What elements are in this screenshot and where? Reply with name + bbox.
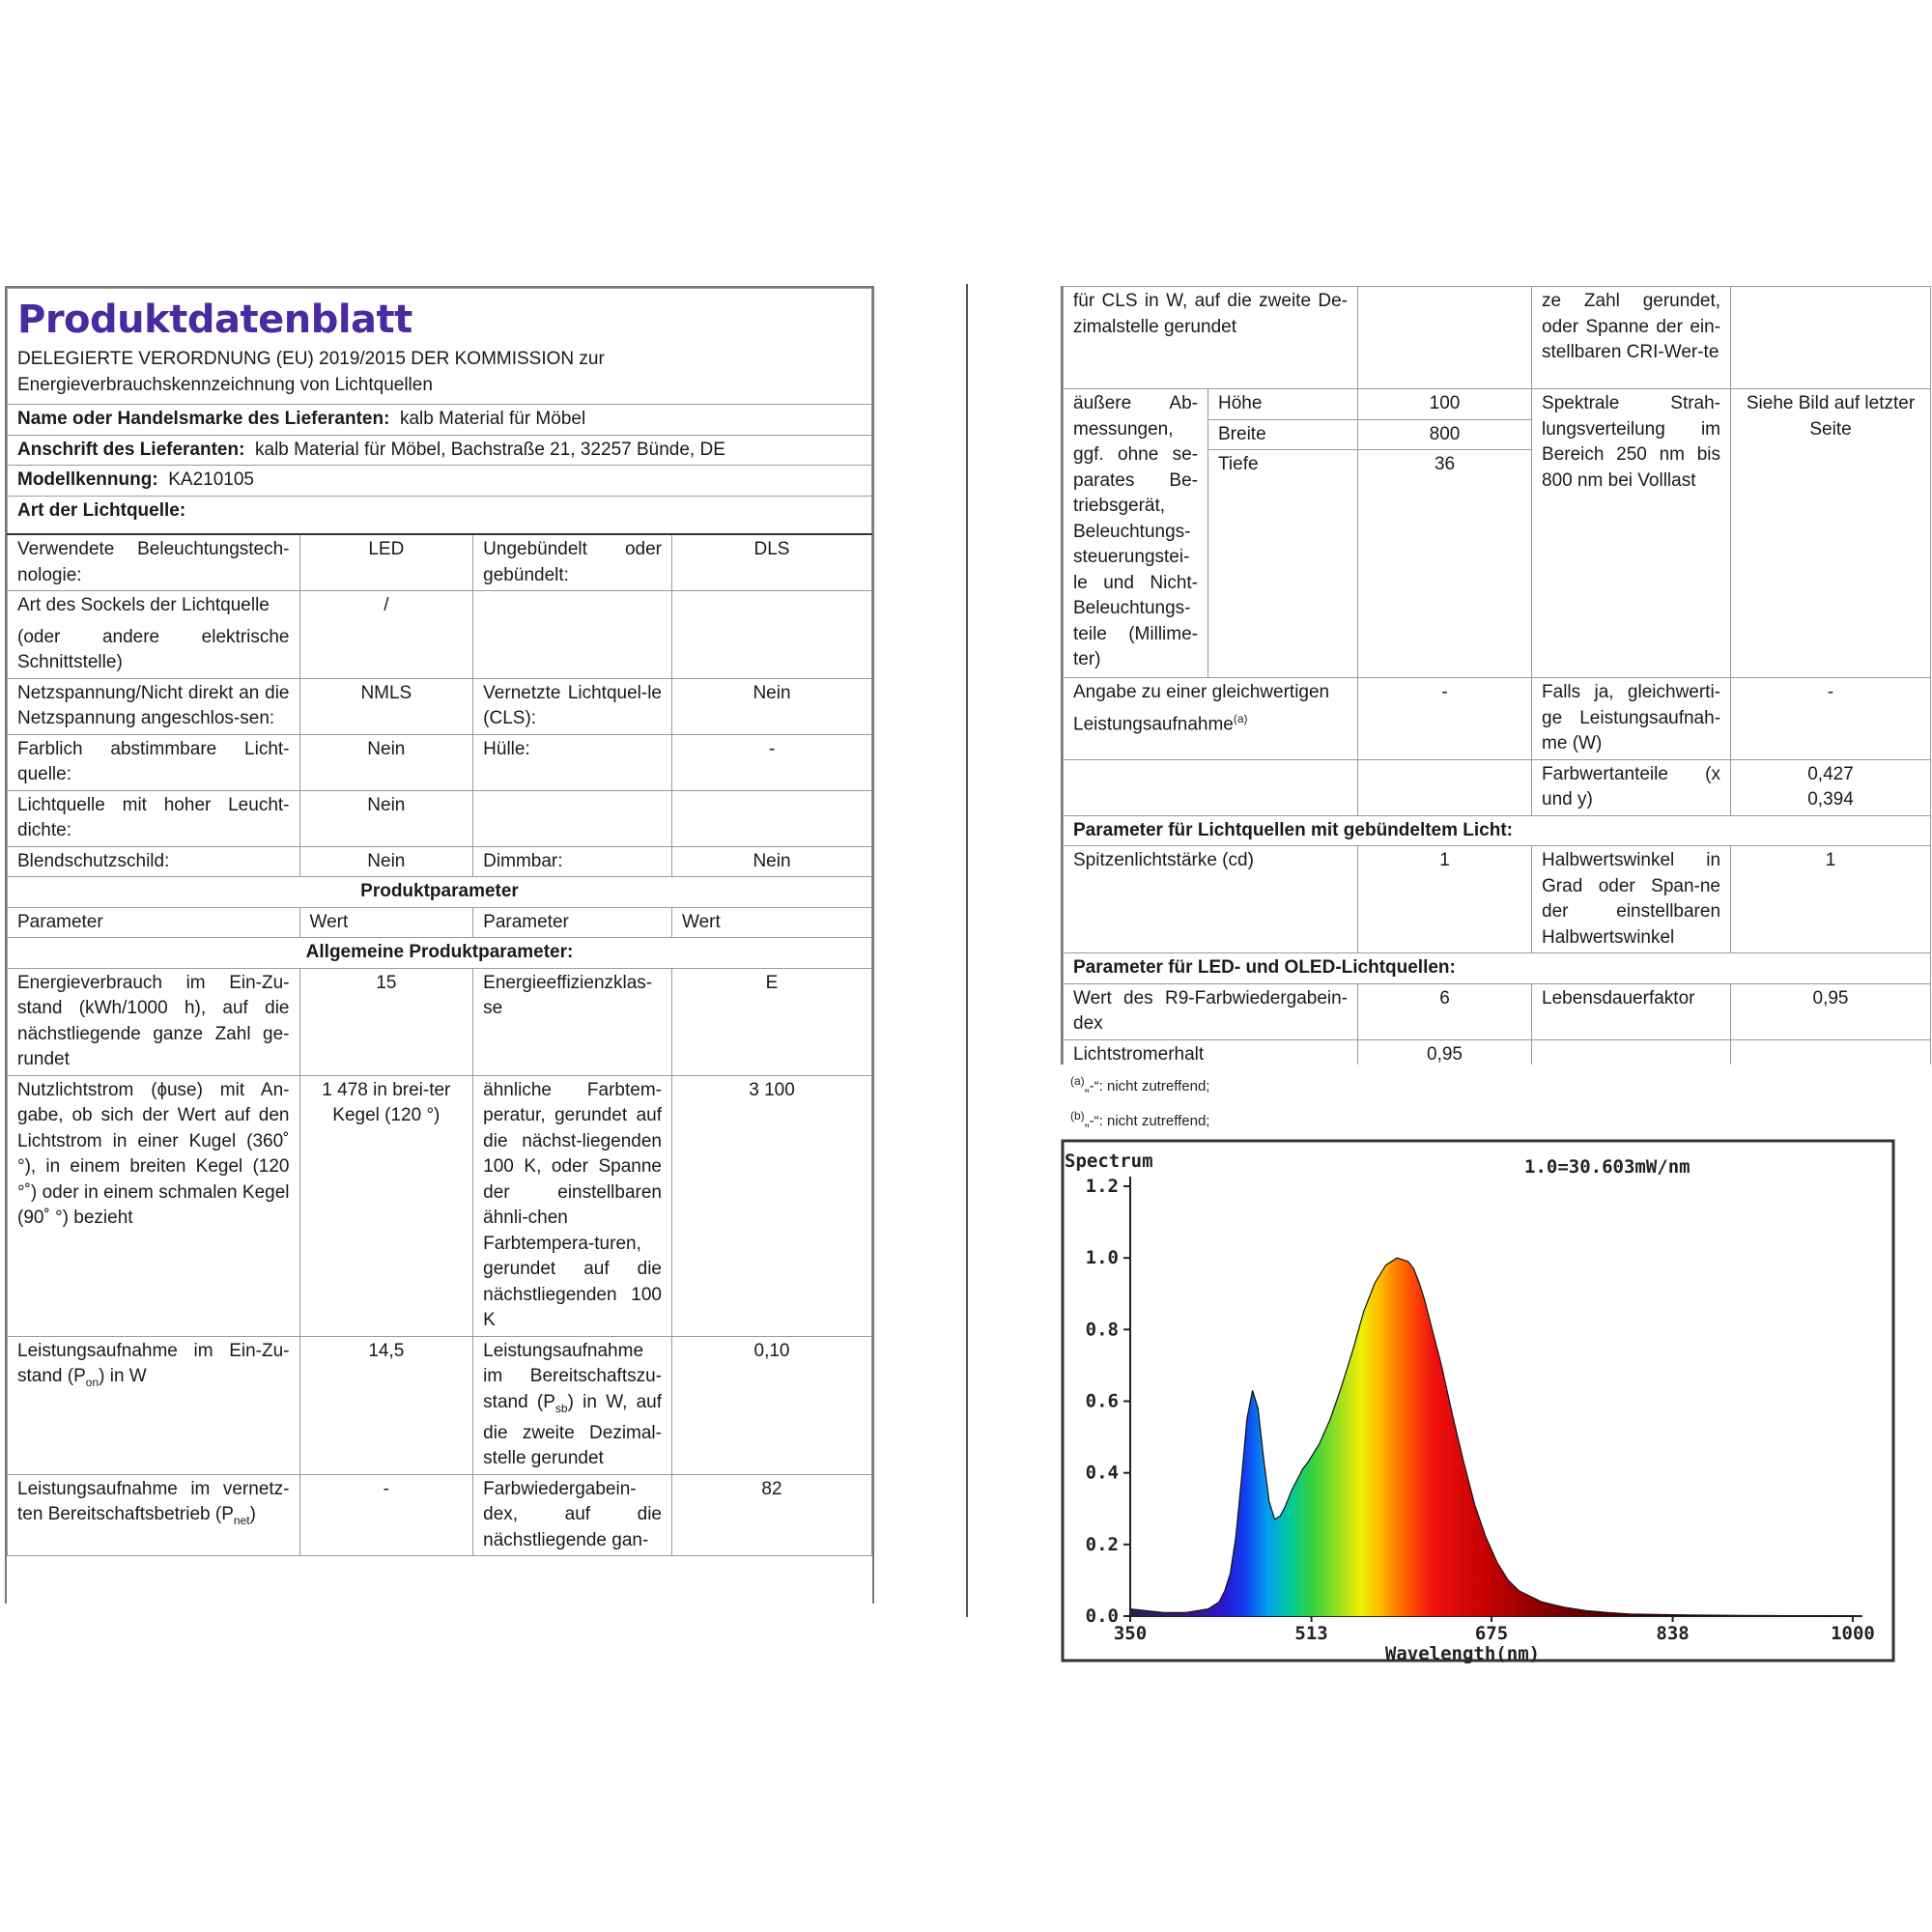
height-label: Höhe	[1208, 389, 1358, 420]
supplier-address-row	[8, 435, 872, 466]
empty-cell	[473, 591, 672, 679]
chromaticity-x: 0,427	[1807, 763, 1854, 784]
left-page	[5, 286, 874, 1604]
col-header-value: Wert	[672, 907, 872, 938]
flux-label: Nutzlichtstrom (ɸuse) mit An-gabe, ob sich der Wert auf den Lichtstrom in einer Kugel (360˚ °), in einem breiten Kegel (120 °˚) oder in einem schmalen Kegel (90˚ °) bezieht	[8, 1075, 300, 1336]
empty-cell	[672, 790, 872, 846]
x-tick-label: 1000	[1831, 1623, 1875, 1644]
col-header-value: Wert	[299, 907, 473, 938]
r9-value: 6	[1358, 983, 1532, 1039]
dimmable-label: Dimmbar:	[473, 846, 672, 877]
spd-value: Siehe Bild auf letzter Seite	[1731, 389, 1931, 678]
cap-value: /	[299, 591, 473, 679]
cap-label	[8, 591, 300, 679]
dls-params-heading: Parameter für Lichtquellen mit gebündeltem Licht:	[1064, 815, 1931, 846]
survival-factor-value: 0,95	[1731, 983, 1931, 1039]
regulation-text: DELEGIERTE VERORDNUNG (EU) 2019/2015 DER KOMMISSION zur Energieverbrauchskennzeichnung von Lichtquellen	[17, 349, 605, 395]
depth-label: Tiefe	[1208, 450, 1358, 678]
focus-label: Ungebündelt oder gebündelt:	[473, 534, 672, 591]
cri-label: Farbwiedergabein-dex, auf die nächstliegende gan-	[473, 1474, 672, 1556]
empty-cell	[1532, 1039, 1731, 1065]
empty-cell	[672, 591, 872, 679]
cct-value: 3 100	[672, 1075, 872, 1336]
x-tick-label: 350	[1113, 1623, 1148, 1644]
psb-label-unit: ) in W, auf die zweite Dezimal-stelle gerundet	[483, 1391, 663, 1469]
lumen-maintenance-value: 0,95	[1358, 1039, 1532, 1065]
chromaticity-y: 0,394	[1807, 789, 1854, 810]
y-tick-label: 0.4	[1085, 1462, 1119, 1484]
width-value: 800	[1358, 419, 1532, 450]
pon-label-unit: ) in W	[99, 1366, 147, 1386]
col-header-param: Parameter	[473, 907, 672, 938]
envelope-value: -	[672, 734, 872, 790]
spectrum-chart-svg	[1061, 1138, 1901, 1669]
dimensions-label: äußere Ab-messungen, ggf. ohne se-parates Be-triebsgerät, Beleuchtungs-steuerungstei-le und Nicht-Beleuchtungs-teile (Millime-ter)	[1064, 389, 1208, 678]
supplier-address-label: Anschrift des Lieferanten:	[17, 439, 245, 460]
supplier-address-value: kalb Material für Möbel, Bachstraße 21, 32257 Bünde, DE	[255, 439, 725, 460]
footnotes	[1070, 1066, 1209, 1136]
pnet-label-text: Leistungsaufnahme im vernetz-ten Bereitschaftsbetrieb (P	[17, 1478, 290, 1525]
pnet-label	[8, 1474, 300, 1556]
chromaticity-value	[1731, 759, 1931, 815]
cls-value: Nein	[672, 678, 872, 734]
peak-intensity-label: Spitzenlichtstärke (cd)	[1064, 846, 1358, 953]
y-tick-label: 1.0	[1085, 1247, 1119, 1269]
footnote-b	[1070, 1101, 1209, 1136]
psb-label	[473, 1336, 672, 1474]
pnet-value: -	[299, 1474, 473, 1556]
supplier-name-row	[8, 405, 872, 436]
psb-value: 0,10	[672, 1336, 872, 1474]
mains-value: NMLS	[299, 678, 473, 734]
empty-cell	[473, 790, 672, 846]
empty-cell	[1064, 759, 1358, 815]
cls-power-continued: für CLS in W, auf die zweite De-zimalstelle gerundet	[1064, 287, 1358, 389]
supplier-name-label: Name oder Handelsmarke des Lieferanten:	[17, 409, 390, 429]
general-params-heading: Allgemeine Produktparameter:	[8, 938, 872, 969]
tunable-value: Nein	[299, 734, 473, 790]
light-source-type-label: Art der Lichtquelle:	[8, 496, 872, 534]
pon-value: 14,5	[299, 1336, 473, 1474]
empty-cell	[1358, 287, 1532, 389]
y-tick-label: 0.8	[1085, 1319, 1119, 1341]
lumen-maintenance-label: Lichtstromerhalt	[1064, 1039, 1358, 1065]
energy-class-label: Energieeffizienzklas-se	[473, 968, 672, 1075]
equivalent-power-label: Falls ja, gleichwerti-ge Leistungsaufnah-me (W)	[1532, 678, 1731, 760]
equivalent-power-value: -	[1731, 678, 1931, 760]
chromaticity-label: Farbwertanteile (x und y)	[1532, 759, 1731, 815]
right-page	[1061, 286, 1932, 1065]
r9-label: Wert des R9-Farbwiedergabein-dex	[1064, 983, 1358, 1039]
led-params-heading: Parameter für LED- und OLED-Lichtquellen:	[1064, 953, 1931, 984]
footnote-b-mark: (b)	[1070, 1109, 1085, 1122]
footnote-a-mark: (a)	[1070, 1074, 1085, 1088]
model-value: KA210105	[168, 469, 254, 490]
cri-continued: ze Zahl gerundet, oder Spanne der ein-stellbaren CRI-Wer-te	[1532, 287, 1731, 389]
product-params-heading: Produktparameter	[8, 877, 872, 908]
tech-label: Verwendete Beleuchtungstech-nologie:	[8, 534, 300, 591]
cap-label-line2: (oder andere elektrische Schnittstelle)	[17, 626, 290, 672]
energy-class-value: E	[672, 968, 872, 1075]
datasheet-table-right	[1063, 286, 1931, 1065]
x-tick-label: 513	[1294, 1623, 1328, 1644]
datasheet-table-left	[7, 288, 872, 1556]
y-tick-label: 1.2	[1085, 1176, 1119, 1197]
page-title: Produktdatenblatt	[17, 298, 412, 342]
page-divider	[966, 284, 968, 1617]
col-header-param: Parameter	[8, 907, 300, 938]
envelope-label: Hülle:	[473, 734, 672, 790]
high-luminance-label: Lichtquelle mit hoher Leucht-dichte:	[8, 790, 300, 846]
y-tick-label: 0.0	[1085, 1605, 1119, 1627]
beam-angle-value: 1	[1731, 846, 1931, 953]
empty-cell	[1731, 287, 1931, 389]
pon-sub: on	[85, 1375, 99, 1389]
glare-label: Blendschutzschild:	[8, 846, 300, 877]
pnet-label-unit: )	[249, 1504, 256, 1525]
footnote-b-text: „-“: nicht zutreffend;	[1084, 1113, 1210, 1129]
model-label: Modellkennung:	[17, 469, 158, 490]
equivalent-label	[1064, 678, 1358, 760]
energy-label: Energieverbrauch im Ein-Zu-stand (kWh/1000 h), auf die nächstliegende ganze Zahl ge-rundet	[8, 968, 300, 1075]
peak-intensity-value: 1	[1358, 846, 1532, 953]
equivalent-value: -	[1358, 678, 1532, 760]
footnote-ref-a: (a)	[1233, 711, 1248, 725]
supplier-name-value: kalb Material für Möbel	[399, 409, 586, 429]
dimmable-value: Nein	[672, 846, 872, 877]
beam-angle-label: Halbwertswinkel in Grad oder Span-ne der einstellbaren Halbwertswinkel	[1532, 846, 1731, 953]
survival-factor-label: Lebensdauerfaktor	[1532, 983, 1731, 1039]
cls-label: Vernetzte Lichtquel-le (CLS):	[473, 678, 672, 734]
chart-annotation: 1.0=30.603mW/nm	[1524, 1156, 1690, 1178]
footnote-a	[1070, 1066, 1209, 1101]
depth-value: 36	[1358, 450, 1532, 678]
psb-sub: sb	[554, 1401, 568, 1415]
pnet-sub: net	[233, 1514, 250, 1528]
empty-cell	[1731, 1039, 1931, 1065]
spd-label: Spektrale Strah-lungsverteilung im Bereich 250 nm bis 800 nm bei Volllast	[1532, 389, 1731, 678]
chart-title: Spectrum	[1065, 1151, 1153, 1172]
glare-value: Nein	[299, 846, 473, 877]
title-cell	[8, 289, 872, 405]
y-tick-label: 0.6	[1085, 1390, 1119, 1412]
height-value: 100	[1358, 389, 1532, 420]
spectrum-area	[1130, 1258, 1853, 1616]
cap-label-line1: Art des Sockels der Lichtquelle	[17, 595, 270, 615]
flux-value: 1 478 in brei-ter Kegel (120 °)	[299, 1075, 473, 1336]
tech-value: LED	[299, 534, 473, 591]
psb-label-text: Leistungsaufnahme im Bereitschaftszu-stand (P	[483, 1340, 662, 1412]
x-tick-label: 675	[1474, 1623, 1509, 1644]
empty-cell	[1358, 759, 1532, 815]
y-tick-label: 0.2	[1085, 1533, 1119, 1555]
pon-label-text: Leistungsaufnahme im Ein-Zu-stand (P	[17, 1340, 290, 1386]
footnote-a-text: „-“: nicht zutreffend;	[1084, 1078, 1210, 1094]
model-row	[8, 466, 872, 497]
pon-label	[8, 1336, 300, 1474]
spectrum-chart	[1061, 1138, 1901, 1669]
equivalent-label-text: Angabe zu einer gleichwertigen Leistungsaufnahme	[1073, 682, 1330, 734]
tunable-label: Farblich abstimmbare Licht-quelle:	[8, 734, 300, 790]
focus-value: DLS	[672, 534, 872, 591]
x-axis-label: Wavelength(nm)	[1384, 1643, 1541, 1664]
cri-value: 82	[672, 1474, 872, 1556]
high-luminance-value: Nein	[299, 790, 473, 846]
mains-label: Netzspannung/Nicht direkt an die Netzspannung angeschlos-sen:	[8, 678, 300, 734]
x-tick-label: 838	[1656, 1623, 1690, 1644]
width-label: Breite	[1208, 419, 1358, 450]
energy-value: 15	[299, 968, 473, 1075]
cct-label: ähnliche Farbtem-peratur, gerundet auf die nächst-liegenden 100 K, oder Spanne der einstellbaren ähnli-chen Farbtempera-turen, gerundet auf die nächstliegenden 100 K	[473, 1075, 672, 1336]
